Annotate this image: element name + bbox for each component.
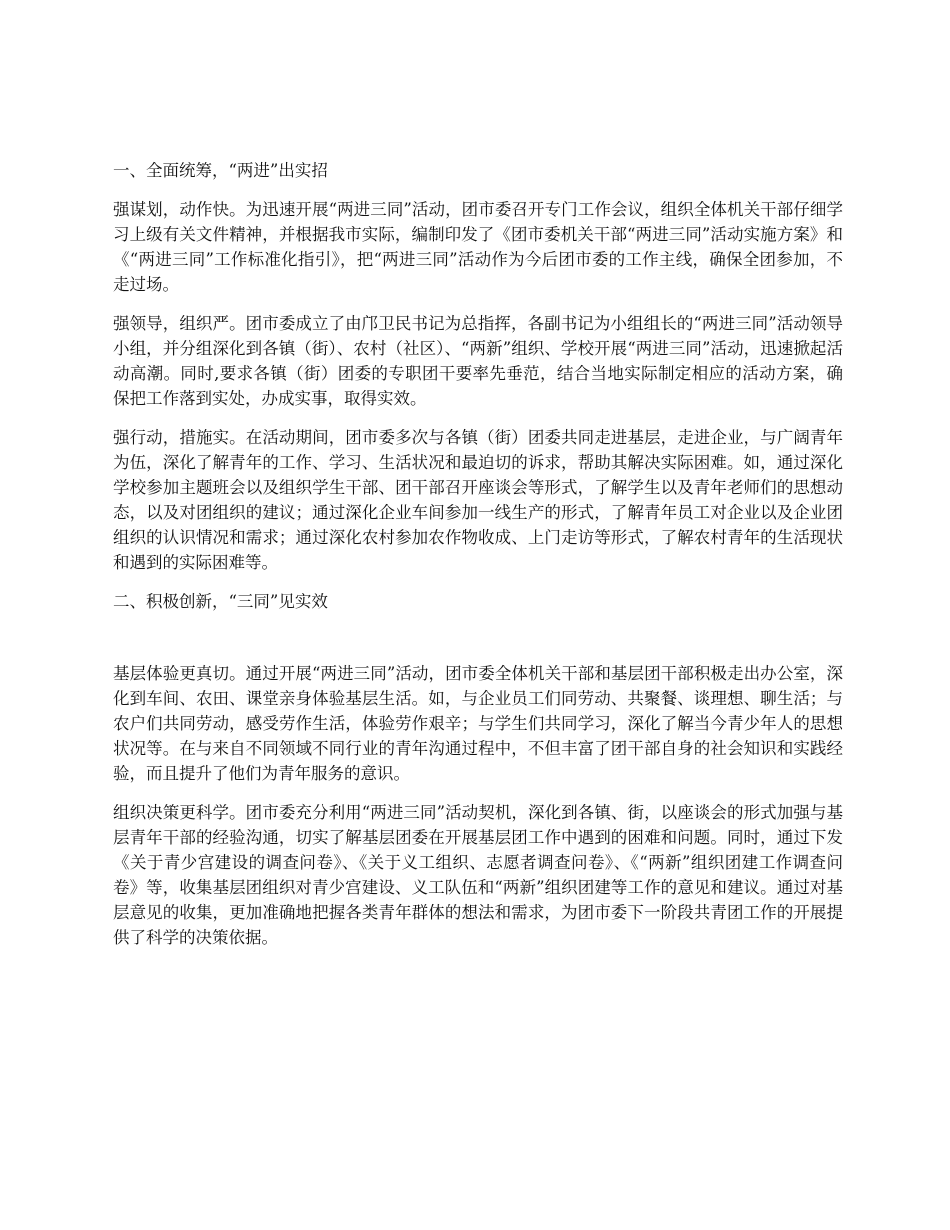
section-gap xyxy=(113,628,843,661)
paragraph-4: 基层体验更真切。通过开展“两进三同”活动，团市委全体机关干部和基层团干部积极走出办公室，深化到车间、农田、课堂亲身体验基层生活。如，与企业员工们同劳动、共聚餐、谈理想、聊生活；与农户们共同劳动，感受劳作生活，体验劳作艰辛；与学生们共同学习，深化了解当今青少年人的思想状况等。在与来自不同领域不同行业的青年沟通过程中，不但丰富了团干部自身的社会知识和实践经验，而且提升了他们为青年服务的意识。 xyxy=(113,664,843,783)
paragraph-5: 组织决策更科学。团市委充分利用“两进三同”活动契机，深化到各镇、街，以座谈会的形式加强与基层青年干部的经验沟通，切实了解基层团委在开展基层团工作中遇到的困难和问题。同时，通过下发《关于青少宫建设的调查问卷》、《关于义工组织、志愿者调查问卷》、《“两新”组织团建工作调查问卷》等，收集基层团组织对青少宫建设、义工队伍和“两新”组织团建等工作的意见和建议。通过对基层意见的收集，更加准确地把握各类青年群体的想法和需求，为团市委下一阶段共青团工作的开展提供了科学的决策依据。 xyxy=(113,803,843,947)
document-body xyxy=(113,158,843,964)
section-heading-1: 一、全面统筹，“两进”出实招 xyxy=(113,161,328,180)
section-heading-2: 二、积极创新，“三同”见实效 xyxy=(113,592,328,611)
paragraph-3: 强行动，措施实。在活动期间，团市委多次与各镇（街）团委共同走进基层，走进企业，与广阔青年为伍，深化了解青年的工作、学习、生活状况和最迫切的诉求，帮助其解决实际困难。如，通过深化学校参加主题班会以及组织学生干部、团干部召开座谈会等形式，了解学生以及青年老师们的思想动态，以及对团组织的建议；通过深化企业车间参加一线生产的形式，了解青年员工对企业以及企业团组织的认识情况和需求；通过深化农村参加农作物收成、上门走访等形式，了解农村青年的生活现状和遇到的实际困难等。 xyxy=(113,428,843,572)
paragraph-1: 强谋划，动作快。为迅速开展“两进三同”活动，团市委召开专门工作会议，组织全体机关干部仔细学习上级有关文件精神，并根据我市实际，编制印发了《团市委机关干部“两进三同”活动实施方案》和《“两进三同”工作标准化指引》，把“两进三同”活动作为今后团市委的工作主线，确保全团参加，不走过场。 xyxy=(113,200,843,294)
paragraph-2: 强领导，组织严。团市委成立了由邝卫民书记为总指挥，各副书记为小组组长的“两进三同”活动领导小组，并分组深化到各镇（街）、农村（社区）、“两新”组织、学校开展“两进三同”活动，迅速掀起活动高潮。同时,要求各镇（街）团委的专职团干要率先垂范，结合当地实际制定相应的活动方案，确保把工作落到实处，办成实事，取得实效。 xyxy=(113,314,843,408)
